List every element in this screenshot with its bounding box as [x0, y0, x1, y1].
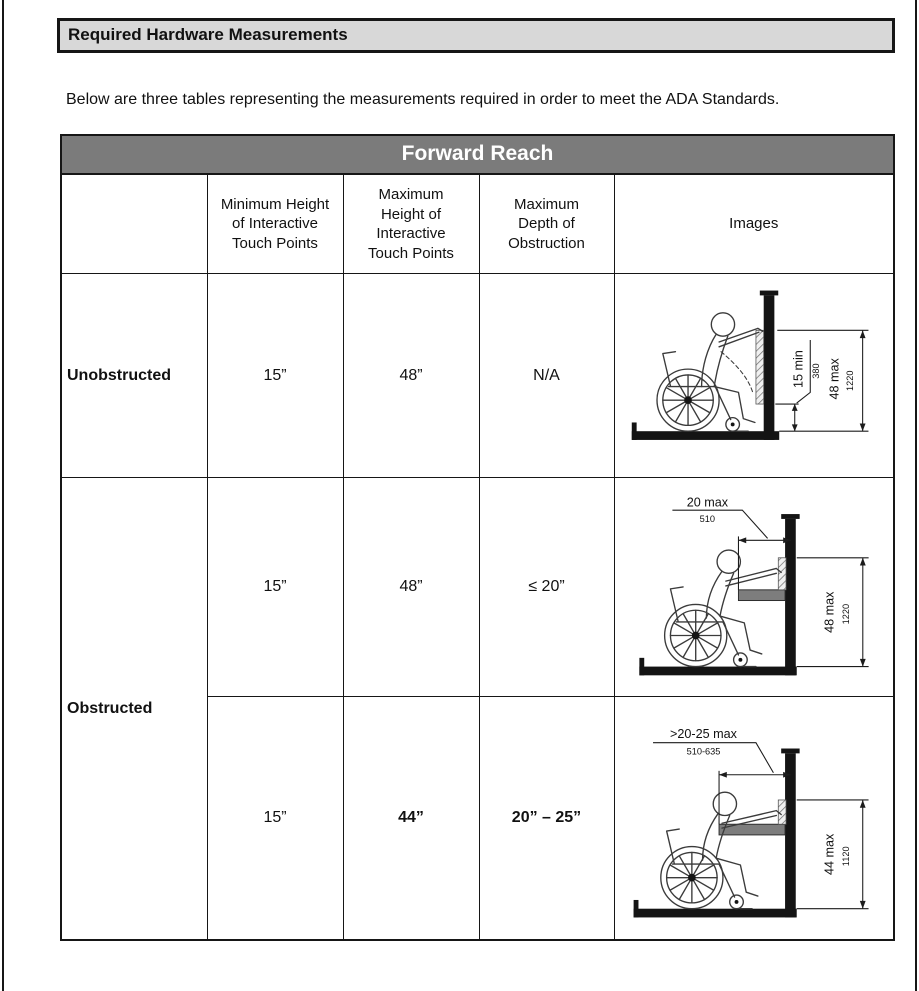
table-row-obstructed-shallow [61, 478, 894, 697]
cell-obstructed1-min-height: 15” [207, 478, 343, 697]
table-title-row [61, 135, 894, 174]
dim-48max-label: 48 max [822, 591, 837, 634]
reach-range-hatch [756, 331, 764, 405]
reach-range-hatch [778, 800, 786, 824]
cell-obstructed2-max-depth: 20” – 25” [479, 697, 614, 941]
table-column-header-row [61, 174, 894, 274]
column-header-min-height: Minimum Height of Interactive Touch Points [207, 174, 343, 274]
reach-range-hatch [778, 558, 786, 590]
cell-obstructed1-max-depth: ≤ 20” [479, 478, 614, 697]
page-right-border [915, 0, 917, 991]
column-header-max-depth: Maximum Depth of Obstruction [479, 174, 614, 274]
cell-image-obstructed-shallow [614, 478, 894, 697]
cell-image-unobstructed [614, 274, 894, 478]
dim-1220-label: 1220 [844, 370, 855, 392]
cell-obstructed1-max-height: 48” [343, 478, 479, 697]
dim-1220-label: 1220 [840, 604, 851, 625]
table-row-unobstructed [61, 274, 894, 478]
dim-20-25max-label: >20-25 max [669, 727, 737, 742]
section-header [57, 18, 895, 53]
unobstructed-forward-reach-diagram [618, 276, 890, 470]
person-reaching-icon [706, 550, 781, 654]
cell-unobstructed-min-height: 15” [207, 274, 343, 478]
dim-44max-label: 44 max [822, 833, 837, 876]
wheelchair-icon [661, 829, 752, 909]
obstructed-deep-reach-diagram [618, 699, 890, 932]
dim-20max-label: 20 max [686, 495, 728, 510]
dim-380-label: 380 [810, 363, 821, 380]
table-title: Forward Reach [61, 135, 894, 174]
cell-obstructed2-min-height: 15” [207, 697, 343, 941]
intro-paragraph: Below are three tables representing the measurements required in order to meet the ADA Standards. [66, 91, 780, 109]
dim-510-635-label: 510-635 [686, 746, 721, 757]
section-title: Required Hardware Measurements [68, 25, 348, 44]
cell-unobstructed-max-depth: N/A [479, 274, 614, 478]
page-left-border [2, 0, 4, 991]
dim-510-label: 510 [699, 514, 715, 525]
forward-reach-table [60, 134, 895, 942]
row-label-unobstructed: Unobstructed [61, 274, 207, 478]
person-reaching-icon [702, 793, 781, 897]
dimension-lines [672, 511, 868, 667]
dim-1120-label: 1120 [840, 846, 851, 867]
cell-image-obstructed-deep [614, 697, 894, 941]
obstructed-shallow-reach-diagram [618, 480, 890, 689]
column-header-empty [61, 174, 207, 274]
obstruction-counter [738, 590, 785, 601]
column-header-images: Images [614, 174, 894, 274]
dim-15min-label: 15 min [791, 350, 806, 389]
person-reaching-icon [701, 313, 762, 423]
cell-obstructed2-max-height: 44” [343, 697, 479, 941]
row-label-obstructed: Obstructed [61, 478, 207, 941]
cell-unobstructed-max-height: 48” [343, 274, 479, 478]
column-header-max-height: Maximum Height of Interactive Touch Points [343, 174, 479, 274]
page-content [57, 0, 895, 941]
dim-48max-label: 48 max [827, 358, 842, 400]
